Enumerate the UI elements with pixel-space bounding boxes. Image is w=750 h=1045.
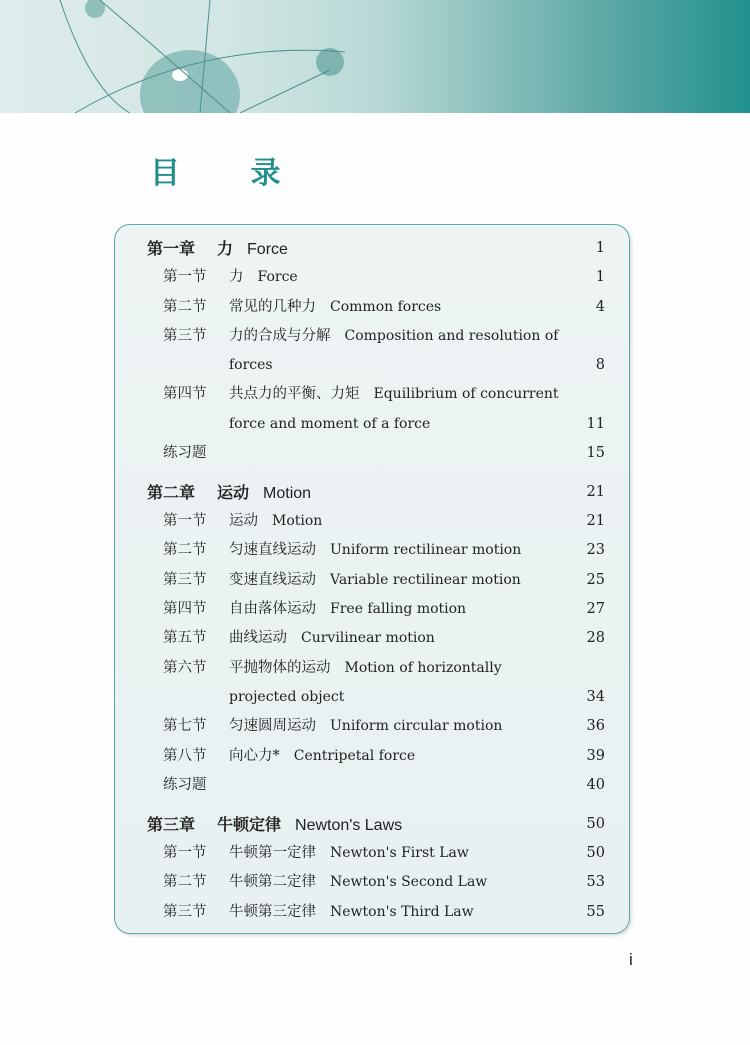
toc-title-english: Centripetal force <box>293 747 416 764</box>
toc-section-row[interactable] <box>115 712 629 741</box>
toc-section-row[interactable] <box>115 839 629 868</box>
toc-title-english: Motion of horizontally <box>344 659 502 676</box>
toc-title-english: Variable rectilinear motion <box>330 571 521 588</box>
toc-title-english: Composition and resolution of <box>344 327 559 344</box>
toc-section-row[interactable] <box>115 898 629 927</box>
toc-title-chinese: 牛顿定律 <box>217 814 282 834</box>
toc-chapter-row[interactable] <box>115 810 629 839</box>
toc-section-row[interactable] <box>115 439 629 468</box>
page-title: 目 录 <box>150 156 311 191</box>
toc-title <box>229 624 435 653</box>
toc-title-english: Newton's Laws <box>295 816 403 834</box>
toc-label: 第三节 <box>163 327 207 344</box>
toc-title-chinese: 力 <box>229 269 244 286</box>
toc-section-row[interactable] <box>115 654 629 683</box>
toc-page-number: 55 <box>586 903 605 920</box>
toc-section-row[interactable] <box>115 380 629 409</box>
toc-title <box>229 566 521 595</box>
toc-title <box>229 839 469 868</box>
toc-title-chinese: 匀速直线运动 <box>229 542 316 559</box>
toc-title-chinese: 常见的几种力 <box>229 298 316 315</box>
toc-page-number: 50 <box>586 844 605 861</box>
toc-title <box>229 263 298 292</box>
toc-title <box>229 322 558 351</box>
toc-title <box>229 293 441 322</box>
toc-section-row[interactable] <box>115 771 629 800</box>
toc-title-chinese: 共点力的平衡、力矩 <box>229 386 360 403</box>
toc-title <box>229 351 273 380</box>
toc-continuation-row[interactable] <box>115 351 629 380</box>
toc-page-number: 23 <box>586 542 605 559</box>
toc-section-row[interactable] <box>115 507 629 536</box>
toc-title <box>229 654 502 683</box>
toc-title-english: Newton's Second Law <box>330 874 488 891</box>
toc-title-english: Force <box>257 269 298 286</box>
toc-section-row[interactable] <box>115 742 629 771</box>
toc-title <box>229 536 521 565</box>
toc-page-number: 53 <box>586 874 605 891</box>
toc-title-english: force and moment of a force <box>229 415 431 432</box>
toc-section-row[interactable] <box>115 536 629 565</box>
toc-section-row[interactable] <box>115 868 629 897</box>
toc-label: 第一章 <box>147 239 196 258</box>
toc-title <box>217 478 311 508</box>
toc-title-chinese: 牛顿第一定律 <box>229 844 316 861</box>
toc-chapter-row[interactable] <box>115 234 629 263</box>
toc-label: 第五节 <box>163 630 207 647</box>
toc-section-row[interactable] <box>115 263 629 292</box>
toc-label: 第三节 <box>163 903 207 920</box>
toc-title-chinese: 牛顿第二定律 <box>229 874 316 891</box>
toc-label: 练习题 <box>163 776 207 793</box>
toc-title-chinese: 力 <box>217 239 234 258</box>
toc-label: 第四节 <box>163 386 207 403</box>
toc-page-number: 40 <box>586 776 605 793</box>
toc-label: 练习题 <box>163 445 207 462</box>
toc-page-number: 8 <box>595 357 605 374</box>
toc-chapter-row[interactable] <box>115 478 629 507</box>
toc-continuation-row[interactable] <box>115 683 629 712</box>
toc-page-number: 27 <box>586 601 605 618</box>
toc-title-english: Common forces <box>330 298 442 315</box>
toc-title <box>229 507 322 536</box>
toc-title-english: Motion <box>263 484 312 502</box>
toc-title-chinese: 向心力* <box>229 747 280 764</box>
toc-title <box>229 712 502 741</box>
toc-section-row[interactable] <box>115 624 629 653</box>
toc-title-chinese: 平抛物体的运动 <box>229 659 331 676</box>
toc-title <box>229 380 559 409</box>
toc-section-row[interactable] <box>115 595 629 624</box>
toc-title-chinese: 变速直线运动 <box>229 571 316 588</box>
toc-section-row[interactable] <box>115 566 629 595</box>
toc-page-number: 34 <box>586 688 605 705</box>
toc-title <box>229 410 430 439</box>
toc-label: 第一节 <box>163 513 207 530</box>
toc-title-chinese: 自由落体运动 <box>229 601 316 618</box>
toc-title-english: Motion <box>272 513 323 530</box>
toc-label: 第二节 <box>163 874 207 891</box>
toc-section-row[interactable] <box>115 322 629 351</box>
toc-title <box>229 742 415 771</box>
toc-title-english: Equilibrium of concurrent <box>373 386 559 403</box>
toc-title-english: Uniform circular motion <box>330 718 503 735</box>
table-of-contents <box>114 224 630 934</box>
toc-page-number: 1 <box>595 240 605 256</box>
toc-title-chinese: 匀速圆周运动 <box>229 718 316 735</box>
toc-label: 第二章 <box>147 482 196 502</box>
toc-section-row[interactable] <box>115 293 629 322</box>
toc-title-english: Free falling motion <box>330 601 467 618</box>
toc-label: 第八节 <box>163 747 207 764</box>
toc-label: 第四节 <box>163 601 207 618</box>
toc-page-number: 36 <box>586 718 605 735</box>
toc-page-number: 25 <box>586 571 605 588</box>
toc-label: 第六节 <box>163 659 207 676</box>
toc-page-number: 50 <box>586 815 605 832</box>
toc-title-english: Curvilinear motion <box>301 630 435 647</box>
toc-title-english: Uniform rectilinear motion <box>330 542 522 559</box>
toc-title <box>217 810 402 840</box>
toc-title-english: Newton's Third Law <box>330 903 474 920</box>
atom-illustration-icon <box>0 0 750 113</box>
toc-title-chinese: 力的合成与分解 <box>229 327 331 344</box>
toc-title <box>229 868 487 897</box>
toc-page-number: 4 <box>595 298 605 315</box>
toc-page-number: 21 <box>586 483 605 500</box>
toc-title-chinese: 曲线运动 <box>229 630 287 647</box>
header-banner-atom-image <box>0 0 750 113</box>
toc-title-english: projected object <box>229 688 345 705</box>
toc-label: 第二节 <box>163 542 207 559</box>
toc-title <box>217 234 288 264</box>
toc-label: 第一节 <box>163 844 207 861</box>
toc-label: 第一节 <box>163 269 207 286</box>
toc-page-number: 11 <box>586 415 605 432</box>
toc-title <box>229 683 344 712</box>
toc-label: 第三章 <box>147 814 196 834</box>
toc-title-english: Newton's First Law <box>330 844 469 861</box>
toc-title-english: forces <box>229 357 273 374</box>
toc-label: 第二节 <box>163 298 207 315</box>
toc-title <box>229 595 466 624</box>
toc-page-number: 39 <box>586 747 605 764</box>
toc-page-number: 15 <box>586 445 605 462</box>
toc-title-chinese: 牛顿第三定律 <box>229 903 316 920</box>
toc-page-number: 1 <box>595 269 605 286</box>
toc-title-chinese: 运动 <box>229 513 258 530</box>
toc-page-number: 21 <box>586 513 605 530</box>
toc-title-english: Force <box>247 241 288 258</box>
page-number: i <box>629 950 633 969</box>
toc-label: 第七节 <box>163 718 207 735</box>
toc-title <box>229 898 474 927</box>
toc-continuation-row[interactable] <box>115 410 629 439</box>
toc-title-chinese: 运动 <box>217 482 250 502</box>
toc-page-number: 28 <box>586 630 605 647</box>
toc-label: 第三节 <box>163 571 207 588</box>
